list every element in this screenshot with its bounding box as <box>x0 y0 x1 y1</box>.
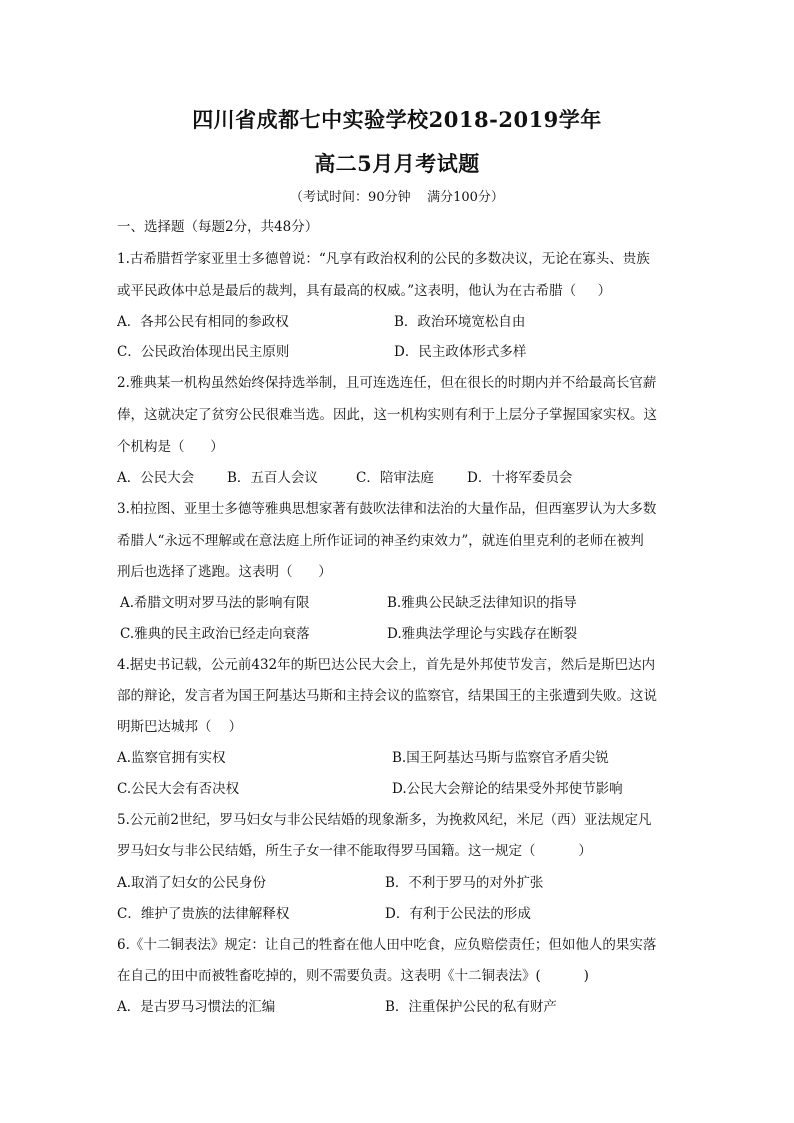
section-heading: 一、选择题（每题2分，共48分） <box>117 219 319 235</box>
question-4-option-d: D.公民大会辩论的结果受外邦使节影响 <box>392 781 623 797</box>
exam-time-info: （考试时间：90分钟 满分100分） <box>290 190 504 205</box>
question-6-option-b: B．注重保护公民的私有财产 <box>385 999 557 1015</box>
question-4-option-b: B.国王阿基达马斯与监察官矛盾尖锐 <box>392 750 609 766</box>
question-3-option-b: B.雅典公民缺乏法律知识的指导 <box>387 595 577 611</box>
question-3-line-2: 希腊人“永远不理解或在意法庭上所作证词的神圣约束效力”，就连伯里克利的老师在被判 <box>117 533 644 549</box>
question-4-line-2: 部的辩论，发言者为国王阿基达马斯和主持会议的监察官，结果国王的主张遭到失败。这说 <box>117 688 657 704</box>
question-2-line-1: 2.雅典某一机构虽然始终保持选举制，且可连选连任，但在很长的时期内并不给最高长官薪 <box>117 375 657 391</box>
question-2-option-c: C．陪审法庭 <box>356 470 434 486</box>
question-4-option-c: C.公民大会有否决权 <box>117 781 240 797</box>
question-2-option-d: D．十将军委员会 <box>467 470 573 486</box>
question-3-line-1: 3.柏拉图、亚里士多德等雅典思想家著有鼓吹法律和法治的大量作品，但西塞罗认为大多数 <box>117 501 657 517</box>
question-1-option-d: D．民主政体形式多样 <box>394 344 527 360</box>
question-6-line-2: 在自己的田中而被牲畜吃掉的，则不需要负责。这表明《十二铜表法》( ) <box>117 968 589 984</box>
question-6-option-a: A．是古罗马习惯法的汇编 <box>117 999 276 1015</box>
question-5-line-2: 罗马妇女与非公民结婚，所生子女一律不能取得罗马国籍。这一规定（ ） <box>117 843 592 859</box>
question-4-option-a: A.监察官拥有实权 <box>117 750 226 766</box>
question-1-line-2: 或平民政体中总是最后的裁判，具有最高的权威。”这表明，他认为在古希腊（ ） <box>117 283 612 299</box>
question-5-line-1: 5.公元前2世纪，罗马妇女与非公民结婚的现象渐多，为挽救风纪，米尼（西）亚法规定凡 <box>117 812 652 828</box>
question-3-option-c: C.雅典的民主政治已经走向衰落 <box>120 626 310 642</box>
question-5-option-a: A.取消了妇女的公民身份 <box>117 875 267 891</box>
question-2-line-3: 个机构是（ ） <box>117 439 224 455</box>
question-5-option-d: D．有利于公民法的形成 <box>385 906 531 922</box>
question-1-option-b: B．政治环境宽松自由 <box>394 314 526 330</box>
question-2-line-2: 俸，这就决定了贫穷公民很难当选。因此，这一机构实则有利于上层分子掌握国家实权。这 <box>117 407 657 423</box>
question-3-line-3: 刑后也选择了逃跑。这表明（ ） <box>117 564 332 580</box>
question-6-line-1: 6.《十二铜表法》规定：让自己的牲畜在他人田中吃食，应负赔偿责任；但如他人的果实落 <box>117 937 657 953</box>
question-5-option-b: B．不利于罗马的对外扩张 <box>385 875 544 891</box>
question-1-line-1: 1.古希腊哲学家亚里士多德曾说：“凡享有政治权利的公民的多数决议，无论在寡头、贵族 <box>117 251 650 267</box>
question-3-option-a: A.希腊文明对罗马法的影响有限 <box>120 595 310 611</box>
question-1-option-a: A．各邦公民有相同的参政权 <box>117 314 289 330</box>
question-1-option-c: C．公民政治体现出民主原则 <box>117 344 290 360</box>
question-2-option-a: A．公民大会 <box>117 470 195 486</box>
question-5-option-c: C．维护了贵族的法律解释权 <box>117 906 290 922</box>
exam-subtitle-title: 高二5月月考试题 <box>314 151 480 176</box>
question-3-option-d: D.雅典法学理论与实践存在断裂 <box>387 626 578 642</box>
exam-title: 四川省成都七中实验学校2018-2019学年 <box>192 107 602 132</box>
question-4-line-1: 4.据史书记载，公元前432年的斯巴达公民大会上，首先是外邦使节发言，然后是斯巴达内 <box>117 657 656 673</box>
question-2-option-b: B．五百人会议 <box>227 470 318 486</box>
question-4-line-3: 明斯巴达城邦（ ） <box>117 719 243 735</box>
